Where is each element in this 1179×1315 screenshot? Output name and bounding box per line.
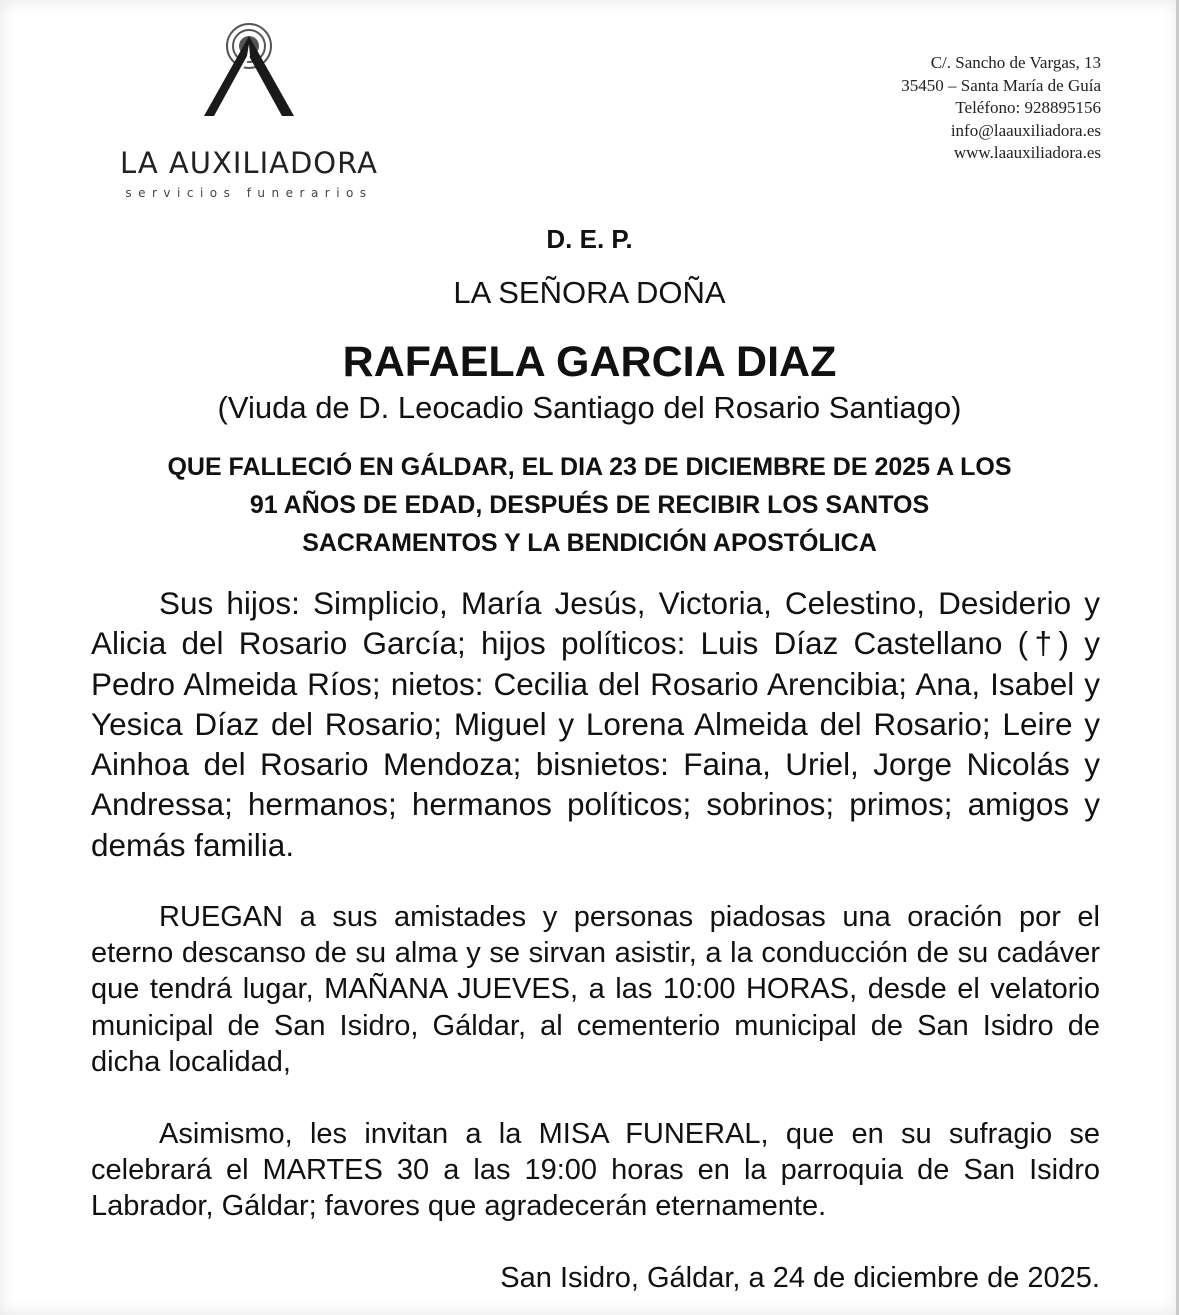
request-text: RUEGAN a sus amistades y personas piadosas una oración por el eterno descanso de su alma y se sirvan asistir, a la conducción de su cadáver que tendrá lugar, MAÑANA JUEVES, a las 10:00 HORAS, desde el velatorio municipal de San Isidro, Gáldar, al cementerio municipal de San Isidro de dicha localidad, — [91, 901, 1100, 1078]
death-line: 91 AÑOS DE EDAD, DESPUÉS DE RECIBIR LOS SANTOS — [249, 491, 930, 519]
logo-emblem-icon — [194, 22, 304, 118]
deceased-name: RAFAELA GARCIA DIAZ — [342, 338, 837, 386]
family-text: Sus hijos: Simplicio, María Jesús, Victoria, Celestino, Desiderio y Alicia del Rosario García; hijos políticos: Luis Díaz Castellano (†) y Pedro Almeida Ríos; nietos: Cecilia del Rosario Arencibia; Ana, Isabel y Yesica Díaz del Rosario; Miguel y Lorena Almeida del Rosario; Leire y Ainhoa del Rosario Mendoza; bisnietos: Faina, Uriel, Jorge Nicolás y Andressa; hermanos; hermanos políticos; sobrinos; primos; amigos y demás familia. — [91, 585, 1100, 863]
mass-paragraph — [91, 1116, 1100, 1225]
logo-name: LA AUXILIADORA — [120, 146, 378, 180]
death-statement — [0, 448, 1179, 562]
address-city: 35450 – Santa María de Guía — [901, 75, 1101, 95]
death-line: QUE FALLECIÓ EN GÁLDAR, EL DIA 23 DE DICIEMBRE DE 2025 A LOS — [167, 453, 1012, 481]
death-line: SACRAMENTOS Y LA BENDICIÓN APOSTÓLICA — [302, 529, 877, 557]
place-date: San Isidro, Gáldar, a 24 de diciembre de 2025. — [500, 1262, 1100, 1294]
request-paragraph — [91, 899, 1100, 1080]
honorific: LA SEÑORA DOÑA — [453, 275, 726, 310]
company-logo — [84, 22, 414, 200]
dep-heading: D. E. P. — [546, 224, 633, 254]
family-paragraph — [91, 583, 1100, 865]
address-street: C/. Sancho de Vargas, 13 — [930, 53, 1101, 72]
address-phone: Teléfono: 928895156 — [955, 98, 1101, 117]
address-web: www.laauxiliadora.es — [953, 143, 1101, 162]
logo-subtitle: servicios funerarios — [125, 186, 373, 200]
address-email: info@laauxiliadora.es — [950, 120, 1101, 140]
widow-of: (Viuda de D. Leocadio Santiago del Rosario Santiago) — [217, 390, 962, 425]
company-address — [901, 52, 1101, 165]
mass-text: Asimismo, les invitan a la MISA FUNERAL, que en su sufragio se celebrará el MARTES 30 a las 19:00 horas en la parroquia de San Isidro Labrador, Gáldar; favores que agradecerán eternamente. — [91, 1118, 1100, 1223]
